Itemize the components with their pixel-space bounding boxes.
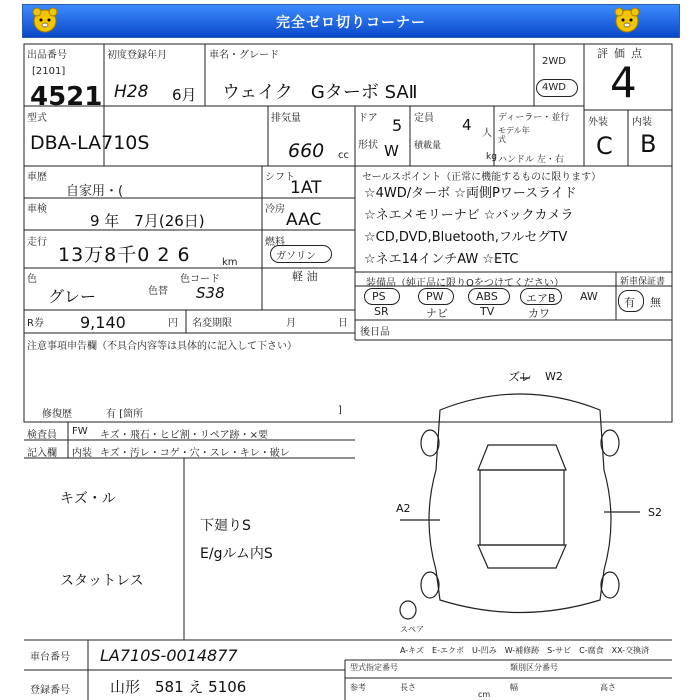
cool-label: 冷房 bbox=[265, 204, 285, 215]
lot-label: 出品番号 bbox=[27, 50, 67, 61]
recycle-unit: 円 bbox=[168, 318, 178, 329]
damage-legend: A-キズ E-エクボ U-凹み W-補修跡 S-サビ C-腐食 XX-交換済 bbox=[400, 646, 650, 655]
diagram-top-note: ズレ bbox=[508, 370, 533, 384]
note-underbody: 下廻りS bbox=[200, 518, 251, 534]
disp-unit: cc bbox=[338, 150, 349, 161]
plate-label: 登録番号 bbox=[30, 685, 70, 696]
reg-month: 6月 bbox=[172, 86, 197, 104]
inspector-label-2: 記入欄 bbox=[27, 448, 57, 459]
code-label: 色コード bbox=[180, 274, 220, 285]
inspector-fw: FW bbox=[72, 426, 88, 437]
equip-ps: PS bbox=[372, 290, 386, 303]
equipment-label: 装備品（純正品に限りOをつけてください） bbox=[366, 278, 564, 289]
fuel-label: 燃料 bbox=[265, 237, 285, 248]
equip-tv: TV bbox=[480, 305, 495, 318]
plate-value: 山形 581 え 5106 bbox=[110, 678, 247, 696]
note-studless: スタットレス bbox=[60, 573, 144, 589]
repair-value: 有 [箇所 bbox=[106, 409, 144, 420]
lot-number: 4521 bbox=[30, 82, 103, 112]
cm-unit: cm bbox=[478, 690, 491, 699]
disp-value: 660 bbox=[288, 140, 325, 162]
reg-era: H28 bbox=[114, 82, 149, 102]
score-value: 4 bbox=[610, 58, 637, 107]
equip-abs: ABS bbox=[476, 290, 498, 303]
drive-2wd: 2WD bbox=[542, 56, 566, 67]
drive-4wd: 4WD bbox=[542, 82, 566, 93]
diagram-spare: スペア bbox=[400, 625, 424, 634]
inspect-label: 車検 bbox=[27, 204, 47, 215]
note-engine-room: E/gルム内S bbox=[200, 546, 273, 562]
name-value: ウェイク Gターボ SAⅡ bbox=[222, 82, 418, 103]
reg-label: 初度登録年月 bbox=[107, 50, 167, 61]
warranty-no: 無 bbox=[650, 296, 661, 309]
ref-label: 参考 bbox=[350, 683, 366, 692]
inspector-row-1: キズ・飛石・ヒビ割・リペア跡・×要 bbox=[100, 430, 268, 441]
equip-sr: SR bbox=[374, 305, 389, 318]
name-label: 車名・グレード bbox=[209, 50, 279, 61]
inspector-row-2: キズ・汚レ・コゲ・穴・スレ・キレ・破レ bbox=[100, 448, 290, 459]
sales-line-1: ☆4WD/ターボ ☆両側Pワースライド bbox=[364, 186, 577, 201]
disp-label: 排気量 bbox=[271, 113, 301, 124]
shape-value: W bbox=[384, 142, 399, 160]
frame-label: 車台番号 bbox=[30, 652, 70, 663]
usage-value: 自家用・( bbox=[66, 184, 124, 199]
model-label: 型式 bbox=[27, 113, 47, 124]
tone-label: 色替 bbox=[148, 286, 168, 297]
shift-value: 1AT bbox=[290, 178, 322, 198]
equip-navi: ナビ bbox=[426, 307, 448, 320]
sales-line-3: ☆CD,DVD,Bluetooth,フルセグTV bbox=[364, 230, 568, 245]
handle-label: ハンドル 左・右 bbox=[498, 155, 564, 165]
lot-code: [2101] bbox=[32, 66, 66, 77]
fuel-value: ガソリン bbox=[276, 251, 316, 262]
mileage-value: 13万8千0 2 6 bbox=[58, 244, 191, 266]
height-label: 高さ bbox=[600, 683, 616, 692]
sales-label: セールスポイント（正常に機能するものに限ります） bbox=[362, 172, 602, 183]
width-label: 幅 bbox=[510, 683, 518, 692]
later-label: 後日品 bbox=[360, 327, 390, 338]
color-label: 色 bbox=[27, 274, 37, 285]
repair-label: 修復歴 bbox=[42, 409, 72, 420]
equip-aw: AW bbox=[580, 290, 598, 303]
equip-airbag: エアB bbox=[526, 292, 556, 305]
mileage-label: 走行 bbox=[27, 237, 47, 248]
notes-label: 注意事項申告欄（不具合内容等は具体的に記入して下さい） bbox=[27, 341, 297, 352]
type-spec-label: 型式指定番号 bbox=[350, 663, 398, 672]
mileage-unit: km bbox=[222, 257, 238, 268]
int-value: B bbox=[640, 130, 657, 158]
note-scratch: キズ・ル bbox=[60, 491, 116, 507]
model-value: DBA-LA710S bbox=[30, 132, 150, 154]
usage-label: 車歴 bbox=[27, 172, 47, 183]
code-value: S38 bbox=[196, 284, 225, 302]
inspector-label-1: 検査員 bbox=[27, 430, 57, 441]
door-label: ドア bbox=[358, 113, 378, 124]
recycle-value: 9,140 bbox=[80, 313, 126, 332]
cool-value: AAC bbox=[286, 210, 322, 230]
cap-value: 4 bbox=[462, 116, 472, 134]
diagram-a2: A2 bbox=[396, 502, 411, 515]
banner-title: 完全ゼロ切りコーナー bbox=[276, 15, 426, 31]
model-year-label: モデル年式 bbox=[498, 126, 530, 144]
shape-label: 形状 bbox=[358, 140, 378, 151]
warranty-yes: 有 bbox=[624, 296, 635, 309]
int-label: 内装 bbox=[632, 117, 652, 128]
cap-unit: 人 bbox=[482, 128, 492, 139]
equip-leather: カワ bbox=[528, 307, 550, 320]
sales-line-4: ☆ネエ14インチAW ☆ETC bbox=[364, 252, 519, 267]
load-unit: kg bbox=[486, 152, 497, 162]
diagram-s2: S2 bbox=[648, 506, 662, 519]
inspect-value: 9 年 7月(26日) bbox=[90, 212, 205, 230]
frame-value: LA710S-0014877 bbox=[100, 646, 238, 665]
score-label: 評価点 bbox=[597, 47, 648, 60]
diagram-w2: W2 bbox=[545, 370, 563, 383]
warranty-label: 新車保証書 bbox=[620, 277, 666, 287]
cap-label: 定員 bbox=[414, 113, 434, 124]
dealer-label: ディーラー・並行 bbox=[498, 113, 570, 123]
recycle-label: R券 bbox=[27, 318, 44, 329]
fuel-alt: 軽 油 bbox=[292, 270, 318, 283]
sales-line-2: ☆ネエメモリーナビ ☆バックカメラ bbox=[364, 208, 574, 223]
ext-label: 外装 bbox=[588, 117, 608, 128]
load-label: 積載量 bbox=[414, 141, 442, 151]
day-unit: 日 bbox=[338, 318, 348, 329]
repair-close: ] bbox=[338, 405, 342, 416]
equip-pw: PW bbox=[426, 290, 444, 303]
class-label: 類別区分番号 bbox=[510, 663, 558, 672]
name-change-label: 名変期限 bbox=[192, 318, 232, 329]
length-label: 長さ bbox=[400, 683, 416, 692]
ext-value: C bbox=[596, 132, 613, 160]
month-unit: 月 bbox=[286, 318, 296, 329]
inspector-interior: 内装 bbox=[72, 448, 92, 459]
color-value: グレー bbox=[48, 287, 97, 306]
shift-label: シフト bbox=[265, 172, 295, 183]
door-value: 5 bbox=[392, 116, 403, 135]
